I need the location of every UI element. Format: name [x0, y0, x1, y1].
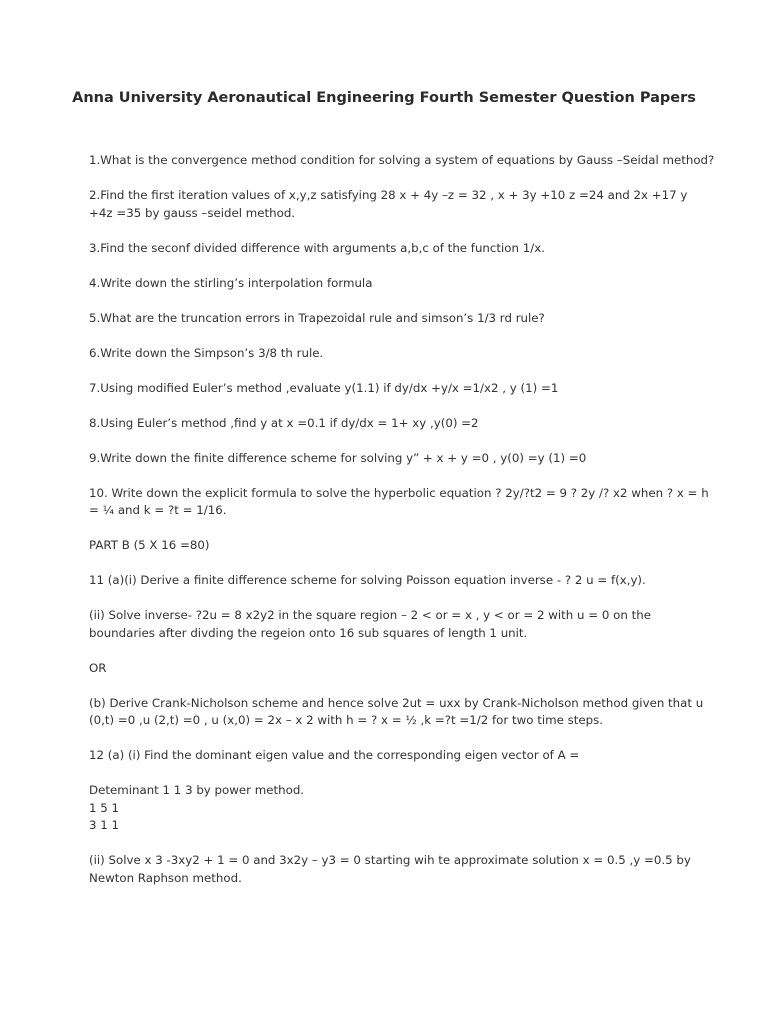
paragraph-line: +4z =35 by gauss –seidel method. — [89, 205, 296, 220]
paragraph-line: 10. Write down the explicit formula to solve the hyperbolic equation ? 2y/?t2 = 9 ? 2y /? x2 when ? x = h — [89, 485, 709, 500]
paragraph-line: 4.Write down the stirling’s interpolation formula — [89, 275, 373, 290]
paragraph-line: 3.Find the seconf divided difference with arguments a,b,c of the function 1/x. — [89, 240, 545, 255]
document-title: Anna University Aeronautical Engineering Fourth Semester Question Papers — [72, 90, 696, 106]
question-paragraph — [89, 345, 689, 363]
paragraph-line: (ii) Solve x 3 -3xy2 + 1 = 0 and 3x2y – y3 = 0 starting wih te approximate solution x = 0.5 ,y =0.5 by — [89, 853, 691, 867]
question-paragraph — [89, 485, 709, 520]
paragraph-line: (0,t) =0 ,u (2,t) =0 , u (x,0) = 2x – x 2 with h = ? x = ½ ,k =?t =1/2 for two time steps. — [89, 713, 604, 727]
paragraph-line: 1 5 1 — [89, 800, 120, 815]
question-paragraph — [89, 660, 689, 678]
paragraph-line: (ii) Solve inverse- ?2u = 8 x2y2 in the square region – 2 < or = x , y < or = 2 with u = 0 on the — [89, 608, 651, 622]
question-list — [89, 152, 715, 905]
paragraph-line: PART B (5 X 16 =80) — [89, 538, 210, 552]
paragraph-line: boundaries after divding the regeion onto 16 sub squares of length 1 unit. — [89, 625, 528, 640]
question-paragraph — [89, 747, 689, 765]
paragraph-line: = ¼ and k = ?t = 1/16. — [89, 503, 227, 517]
question-paragraph — [89, 537, 689, 555]
paragraph-line: 9.Write down the finite difference scheme for solving y” + x + y =0 , y(0) =y (1) =0 — [89, 450, 587, 465]
paragraph-line: 8.Using Euler’s method ,find y at x =0.1 if dy/dx = 1+ xy ,y(0) =2 — [89, 415, 479, 430]
question-paragraph — [89, 380, 689, 398]
question-paragraph — [89, 607, 689, 642]
question-paragraph — [89, 695, 704, 730]
question-paragraph — [89, 310, 689, 328]
question-paragraph — [89, 782, 689, 835]
question-paragraph — [89, 852, 689, 887]
paragraph-line: 7.Using modified Euler’s method ,evaluate y(1.1) if dy/dx +y/x =1/x2 , y (1) =1 — [89, 380, 559, 395]
question-paragraph — [89, 450, 689, 468]
question-paragraph — [89, 152, 715, 170]
question-paragraph — [89, 572, 689, 590]
paragraph-line: 1.What is the convergence method condition for solving a system of equations by Gauss –Seidal method? — [89, 153, 715, 167]
paragraph-line: 12 (a) (i) Find the dominant eigen value and the corresponding eigen vector of A = — [89, 748, 580, 762]
paragraph-line: 2.Find the first iteration values of x,y,z satisfying 28 x + 4y –z = 32 , x + 3y +10 z =24 and 2x +17 y — [89, 188, 688, 202]
paragraph-line: (b) Derive Crank-Nicholson scheme and hence solve 2ut = uxx by Crank-Nicholson method given that u — [89, 695, 704, 710]
question-paragraph — [89, 240, 689, 258]
question-paragraph — [89, 187, 689, 222]
paragraph-line: OR — [89, 660, 107, 675]
paragraph-line: Deteminant 1 1 3 by power method. — [89, 783, 305, 797]
paragraph-line: 11 (a)(i) Derive a finite difference scheme for solving Poisson equation inverse - ? 2 u = f(x,y). — [89, 573, 646, 587]
paragraph-line: 6.Write down the Simpson’s 3/8 th rule. — [89, 345, 324, 360]
paragraph-line: Newton Raphson method. — [89, 870, 242, 885]
paragraph-line: 3 1 1 — [89, 818, 120, 832]
paragraph-line: 5.What are the truncation errors in Trapezoidal rule and simson’s 1/3 rd rule? — [89, 310, 545, 325]
question-paragraph — [89, 415, 689, 433]
question-paragraph — [89, 275, 689, 293]
